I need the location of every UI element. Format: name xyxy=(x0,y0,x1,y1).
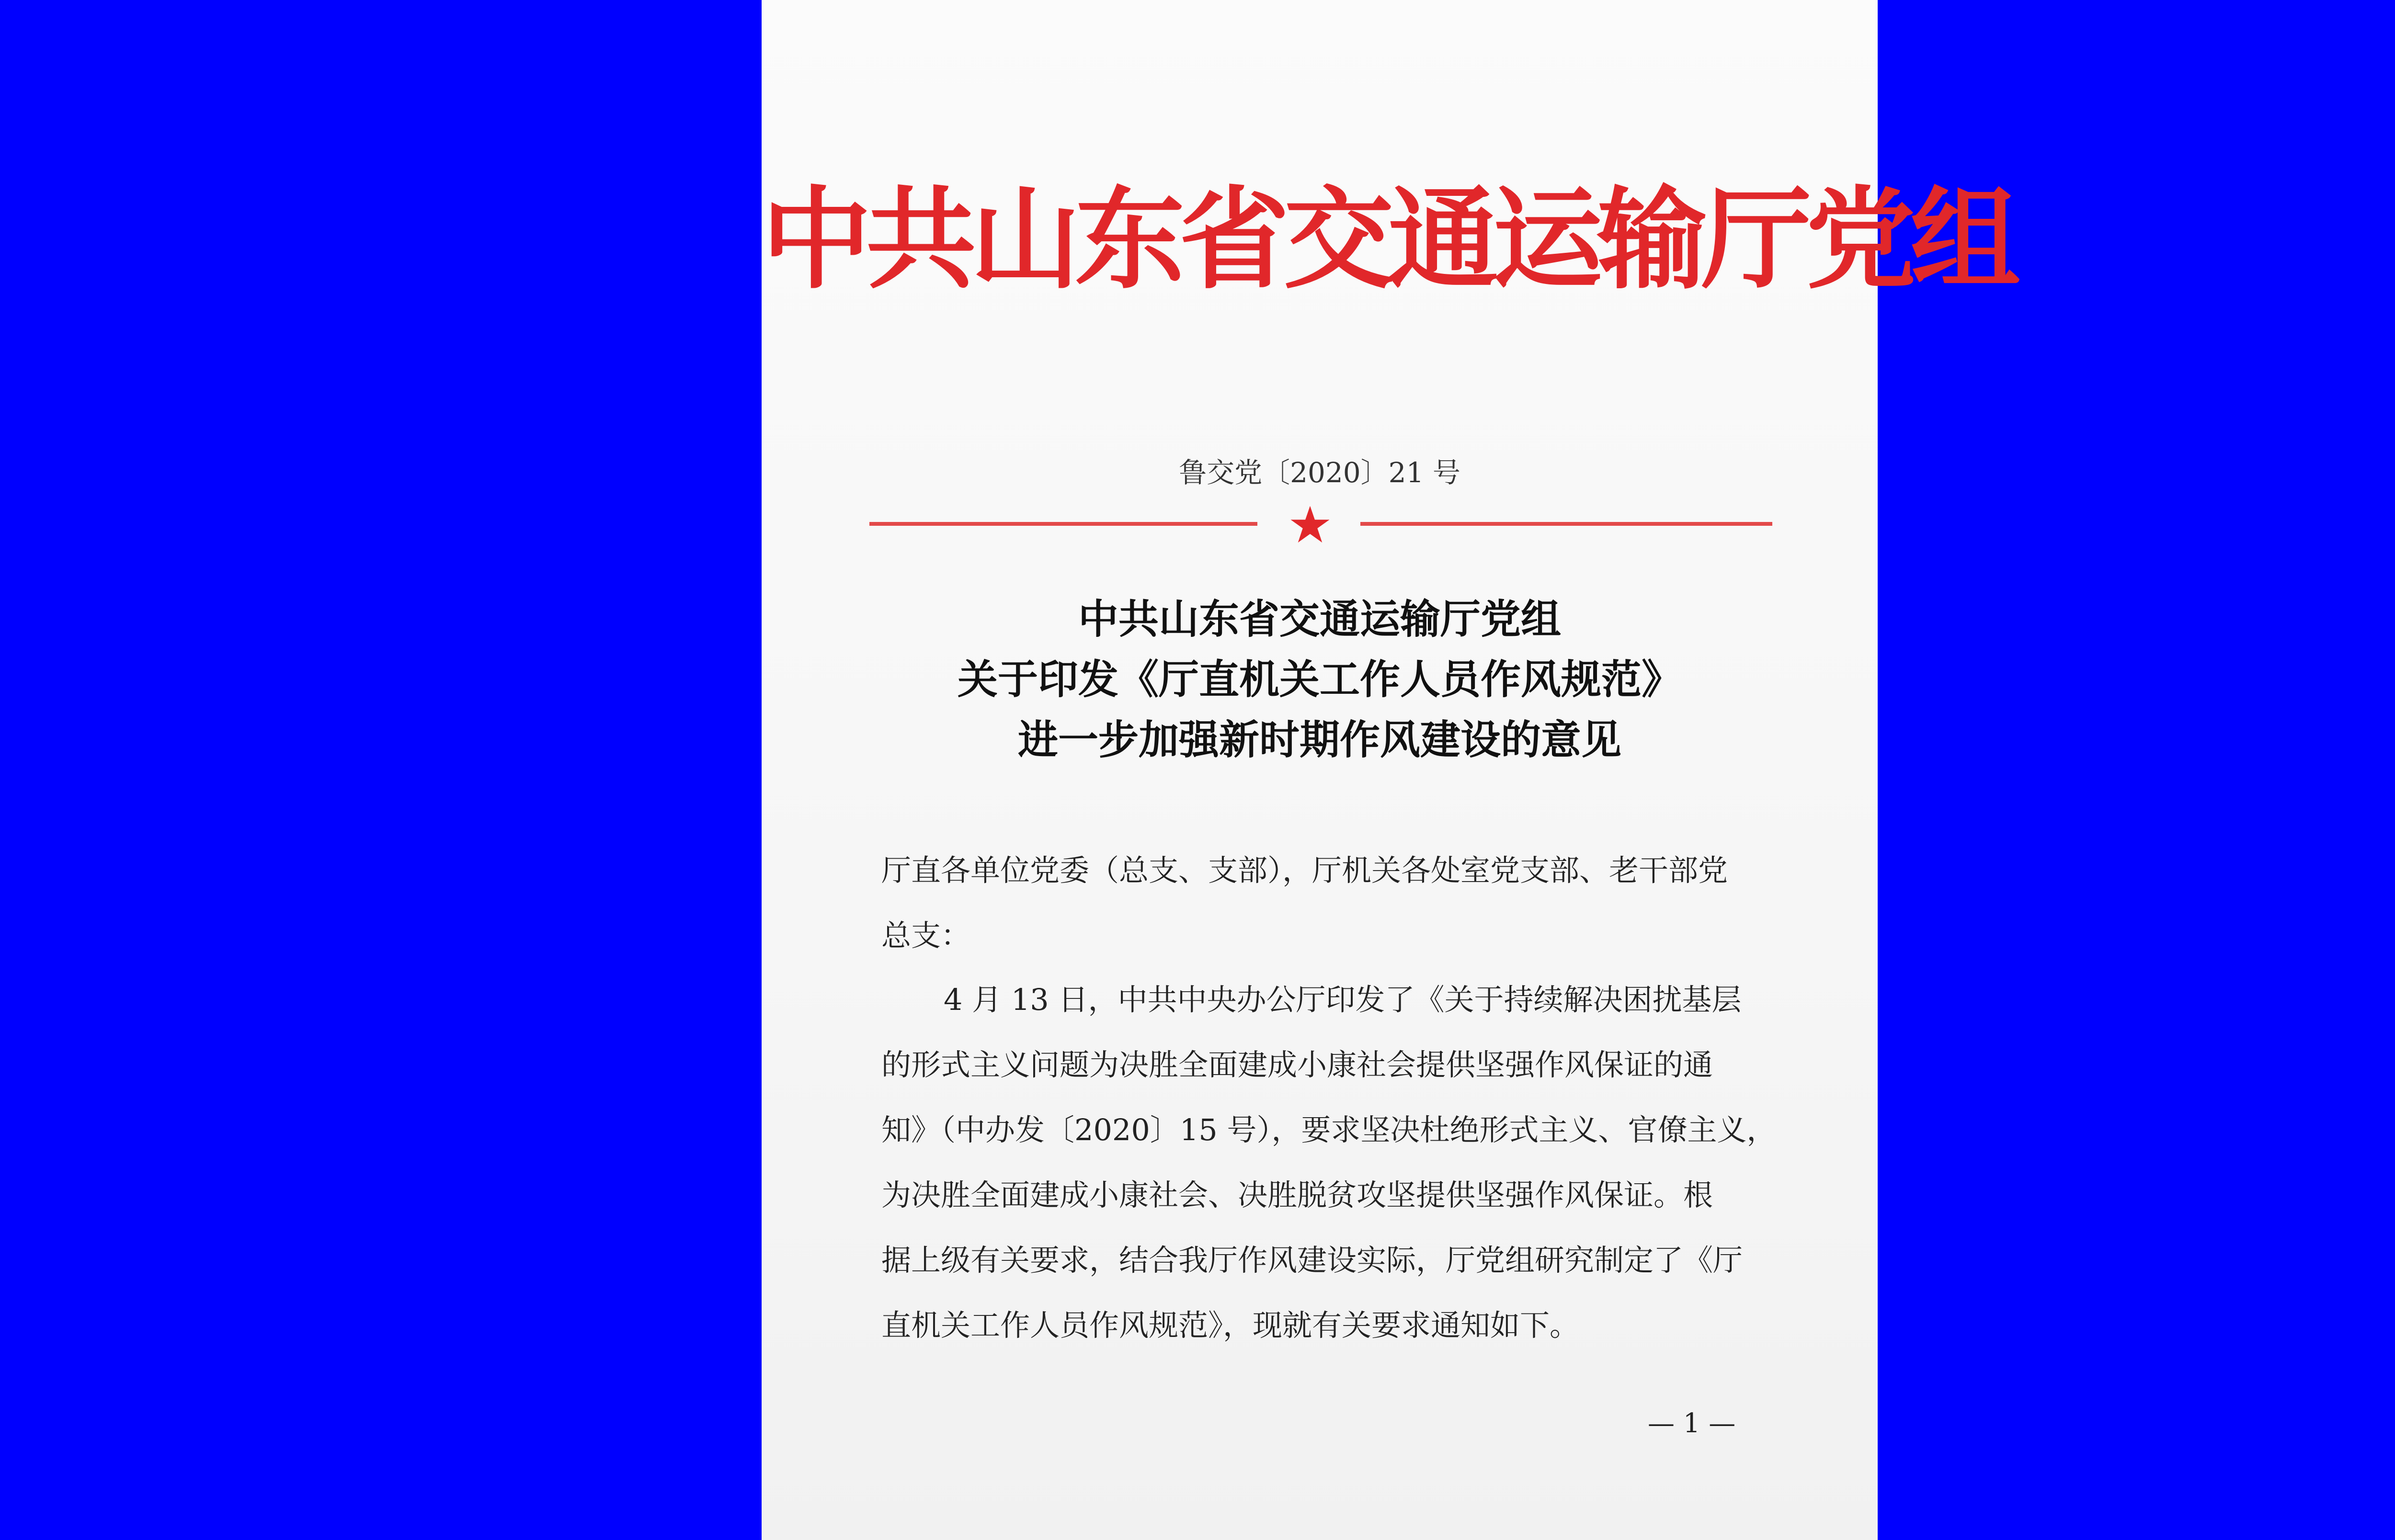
body-line: 直机关工作人员作风规范》，现就有关要求通知如下。 xyxy=(881,1308,1580,1343)
salutation-line: 厅直各单位党委（总支、支部），厅机关各处室党支部、老干部党 xyxy=(881,853,1728,888)
divider-right xyxy=(1360,522,1772,526)
body-line: 据上级有关要求，结合我厅作风建设实际，厅党组研究制定了《厅 xyxy=(881,1243,1743,1278)
body-line: 的形式主义问题为决胜全面建成小康社会提供坚强作风保证的通 xyxy=(881,1047,1713,1082)
issuer-header: 中共山东省交通运输厅党组 xyxy=(762,175,2015,304)
page-number: — 1 — xyxy=(1648,1408,1736,1439)
star-icon xyxy=(1289,504,1332,547)
body-line: 知》（中办发〔2020〕15 号），要求坚决杜绝形式主义、官僚主义， xyxy=(881,1112,1777,1147)
title-line: 中共山东省交通运输厅党组 xyxy=(1078,595,1561,643)
salutation xyxy=(881,838,1787,968)
document-page xyxy=(762,0,2015,1540)
title-line: 进一步加强新时期作风建设的意见 xyxy=(1017,716,1621,763)
document-number: 鲁交党〔2020〕21 号 xyxy=(1179,456,1460,489)
body-line: 为决胜全面建成小康社会、决胜脱贫攻坚提供坚强作风保证。根 xyxy=(881,1178,1713,1212)
divider-left xyxy=(869,522,1257,526)
salutation-line: 总支： xyxy=(881,918,971,953)
body-line: 4 月 13 日，中共中央办公厅印发了《关于持续解决困扰基层 xyxy=(944,982,1742,1017)
document-title xyxy=(762,589,1878,770)
title-line: 关于印发《厅直机关工作人员作风规范》 xyxy=(957,656,1682,703)
body-paragraph xyxy=(881,967,1787,1358)
